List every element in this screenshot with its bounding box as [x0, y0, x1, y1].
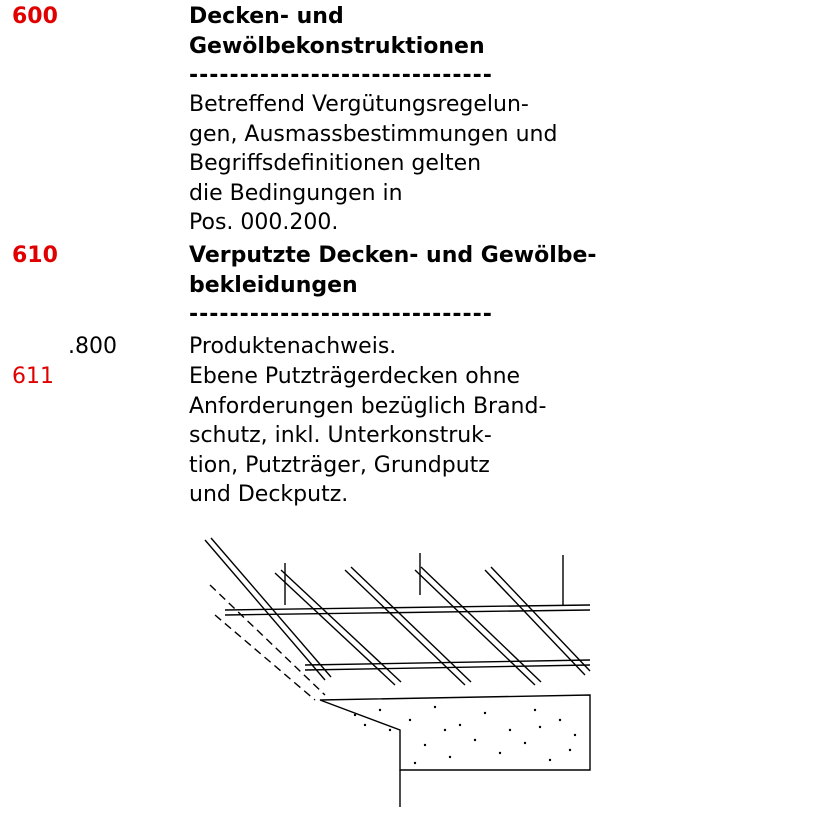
title-line: Decken- und [189, 4, 344, 29]
ceiling-illustration-svg [195, 535, 595, 810]
body-line: Ebene Putzträgerdecken ohne [189, 364, 521, 389]
cross-runners [225, 605, 590, 670]
body-line: schutz, inkl. Unterkonstruk- [189, 423, 492, 448]
body-line: Betreffend Vergütungsregelun- [189, 92, 529, 117]
body-line: die Bedingungen in [189, 180, 403, 206]
section-610-title [189, 241, 789, 330]
section-611-body [189, 362, 789, 510]
position-number-610: 610 [12, 243, 58, 268]
title-line: Gewölbekonstruktionen [189, 33, 485, 59]
title-line: bekleidungen [189, 272, 358, 298]
body-line: Pos. 000.200. [189, 210, 339, 235]
edge-lines [210, 585, 325, 700]
section-600-title [189, 2, 789, 91]
suspended-ceiling-drawing [195, 535, 595, 814]
body-line: Anforderungen bezüglich Brand- [189, 393, 547, 419]
body-line: und Deckputz. [189, 482, 349, 507]
section-rule: ------------------------------ [189, 63, 493, 88]
section-600-body [189, 90, 789, 238]
body-line: Begriffsdefinitionen gelten [189, 151, 482, 176]
plaster-slab [320, 695, 590, 807]
section-800-text: Produktenachweis. [189, 334, 397, 359]
position-number-611: 611 [12, 364, 54, 389]
sub-position-800: .800 [68, 334, 117, 359]
title-line: Verputzte Decken- und Gewölbe- [189, 243, 597, 268]
position-number-600: 600 [12, 4, 58, 29]
section-rule: ------------------------------ [189, 302, 493, 327]
body-line: gen, Ausmassbestimmungen und [189, 121, 558, 147]
body-line: tion, Putzträger, Grundputz [189, 452, 490, 478]
slab-texture [354, 706, 576, 764]
